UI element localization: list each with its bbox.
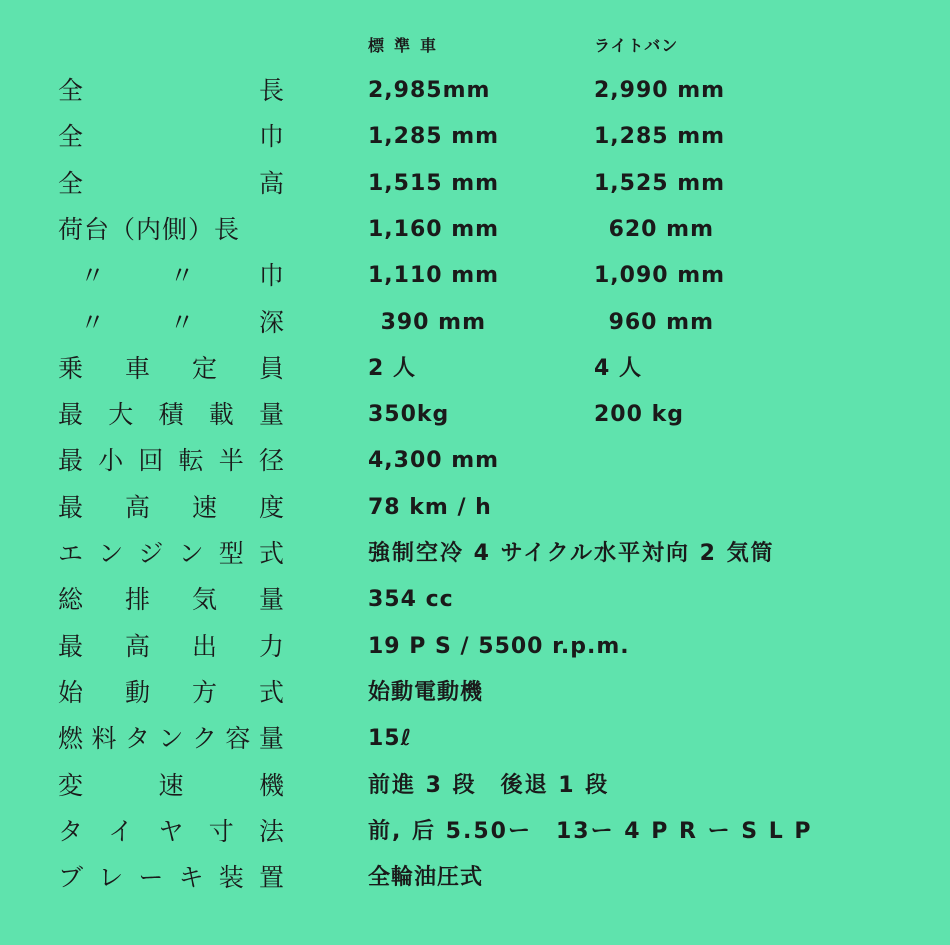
spec-label: 乗 車 定 員 [58, 353, 284, 383]
spec-value-standard: 1,110 mm [368, 263, 500, 289]
table-row [0, 855, 950, 901]
spec-value-standard: 15ℓ [368, 726, 412, 752]
spec-value-standard: 1,285 mm [368, 124, 500, 150]
table-row [0, 346, 950, 392]
spec-label: 最 小 回 転 半 径 [58, 446, 284, 476]
table-row [0, 300, 950, 346]
spec-value-lightvan: 4 人 [594, 355, 642, 381]
spec-value-lightvan: 200 kg [594, 402, 684, 428]
spec-label: ブ レ ー キ 装 置 [58, 863, 284, 893]
spec-value-standard: 350kg [368, 402, 450, 428]
spec-label: タ イ ヤ 寸 法 [58, 816, 284, 846]
spec-value-standard: 2 人 [368, 355, 416, 381]
spec-label: 最 大 積 載 量 [58, 400, 284, 430]
table-row [0, 577, 950, 623]
spec-value-standard: 354 cc [368, 587, 454, 613]
table-row [0, 624, 950, 670]
table-row [0, 253, 950, 299]
spec-value-standard: 全輪油圧式 [368, 865, 484, 891]
column-header-lightvan: ライトバン [594, 36, 679, 55]
table-row [0, 531, 950, 577]
spec-value-standard: 390 mm [380, 309, 486, 335]
spec-value-lightvan: 1,285 mm [594, 124, 726, 150]
spec-label: 変 速 機 [58, 770, 284, 800]
spec-label: 始 動 方 式 [58, 677, 284, 707]
spec-label: 全 巾 [58, 122, 284, 152]
spec-value-lightvan: 1,525 mm [594, 170, 726, 196]
spec-label: 燃 料 タ ン ク 容 量 [58, 724, 284, 754]
spec-value-standard: 4,300 mm [368, 448, 500, 474]
spec-value-standard: 1,160 mm [368, 216, 500, 242]
table-row [0, 809, 950, 855]
spec-label: 最 高 出 力 [58, 631, 284, 661]
table-row [0, 68, 950, 114]
spec-value-standard: 2,985mm [368, 78, 491, 103]
spec-value-standard: 始動電動機 [368, 679, 484, 705]
spec-label: 全 長 [58, 76, 284, 105]
spec-value-lightvan: 620 mm [608, 216, 714, 242]
spec-value-lightvan: 960 mm [608, 309, 714, 335]
spec-value-lightvan: 1,090 mm [594, 263, 726, 289]
spec-label: 荷台（内側）長 [58, 214, 241, 244]
column-header-standard: 標準車 [368, 36, 447, 55]
spec-value-standard: 強制空冷 4 サイクル水平対向 2 気筒 [368, 541, 775, 566]
spec-value-lightvan: 2,990 mm [594, 78, 726, 103]
spec-label: 〃 〃 深 [80, 307, 284, 337]
table-row [0, 114, 950, 160]
spec-label: 最 高 速 度 [58, 492, 284, 522]
table-row [0, 485, 950, 531]
spec-value-standard: 19 P S / 5500 r.p.m. [368, 633, 630, 659]
spec-value-standard: 78 km / h [368, 494, 492, 520]
spec-label: 総 排 気 量 [58, 585, 284, 615]
spec-label: エ ン ジ ン 型 式 [58, 539, 284, 568]
table-row [0, 207, 950, 253]
table-row [0, 392, 950, 438]
spec-value-standard: 前進 3 段 後退 1 段 [368, 772, 610, 798]
table-row [0, 438, 950, 484]
table-row [0, 763, 950, 809]
table-row [0, 670, 950, 716]
spec-label: 全 高 [58, 168, 284, 198]
spec-value-standard: 1,515 mm [368, 170, 500, 196]
spec-value-standard: 前, 后 5.50ー 13ー 4 P R ー S L P [368, 818, 813, 844]
spec-label: 〃 〃 巾 [80, 261, 284, 291]
table-row [0, 716, 950, 762]
table-row [0, 161, 950, 207]
